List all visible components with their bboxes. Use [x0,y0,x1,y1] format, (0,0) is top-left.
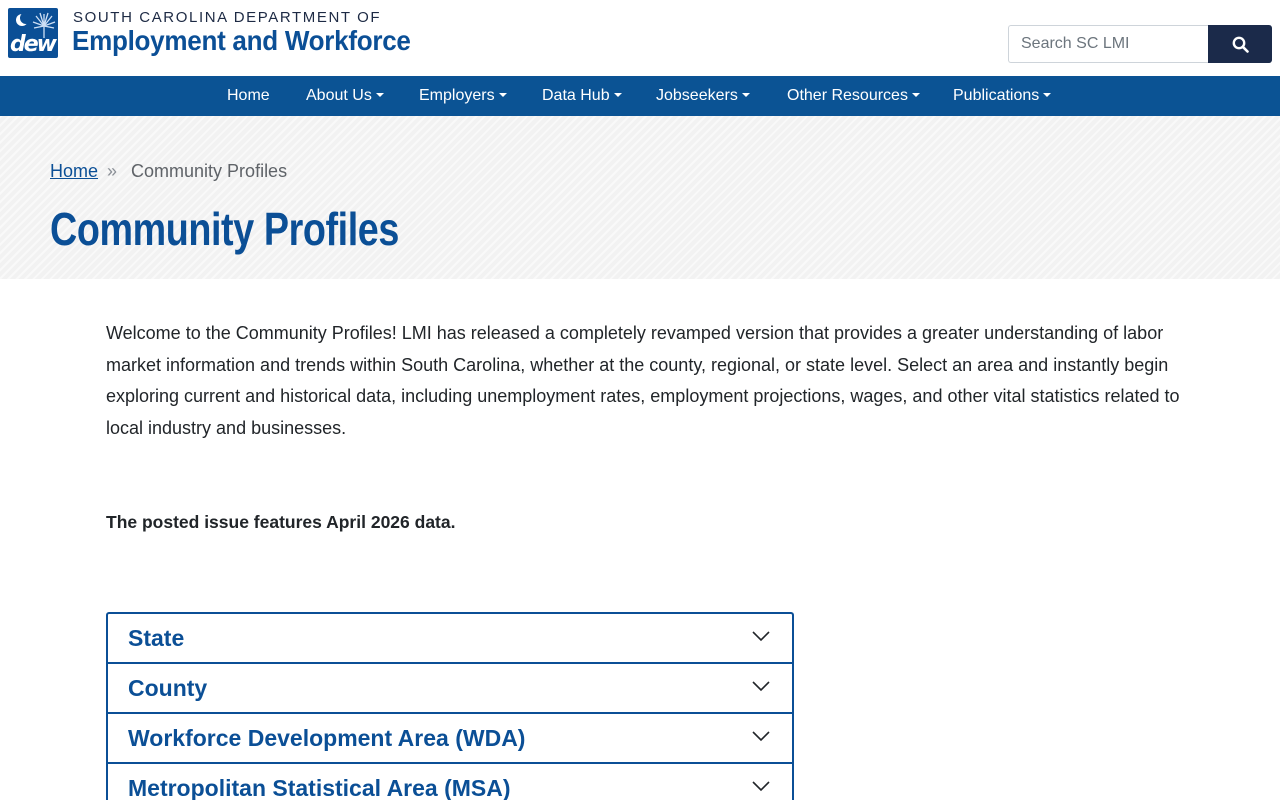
accordion-item-county[interactable] [108,664,792,714]
nav-item-label: Jobseekers [656,87,738,104]
nav-item-other-resources[interactable] [787,76,920,116]
nav-item-label: Home [227,87,270,104]
breadcrumb-current: Community Profiles [131,161,288,181]
caret-down-icon [614,93,622,97]
nav-item-about-us[interactable] [306,76,384,116]
accordion-label: County [128,675,208,701]
nav-item-label: Data Hub [542,87,610,104]
nav-item-employers[interactable] [419,76,507,116]
nav-item-jobseekers[interactable] [656,76,750,116]
breadcrumb-home-link[interactable]: Home [50,161,99,181]
org-subtitle: SOUTH CAROLINA DEPARTMENT OF [73,9,382,26]
data-notice: The posted issue features April 2026 data. [106,512,456,532]
breadcrumb [50,161,287,182]
nav-item-publications[interactable] [953,76,1051,116]
caret-down-icon [912,93,920,97]
chevron-down-icon [752,730,770,742]
search-icon [1232,36,1249,53]
page-banner [0,116,1280,279]
nav-list [0,76,1280,116]
nav-item-label: Employers [419,87,495,104]
moon-icon-cut [20,12,32,24]
logo-text: dew [10,32,55,57]
caret-down-icon [499,93,507,97]
dew-logo [8,8,58,58]
caret-down-icon [742,93,750,97]
nav-item-label: Other Resources [787,87,908,104]
site-header [0,0,1280,76]
accordion-label: State [128,625,185,651]
accordion-label: Workforce Development Area (WDA) [128,725,526,751]
nav-item-data-hub[interactable] [542,76,622,116]
caret-down-icon [376,93,384,97]
chevron-down-icon [752,780,770,792]
intro-paragraph: Welcome to the Community Profiles! LMI has released a completely revamped version that provides a greater understanding of labor market information and trends within South Carolina, whether at the county, regional, or state level. Select an area and instantly begin exploring current and historical data, including unemployment rates, employment projections, wages, and other vital statistics related to local industry and businesses. [106,323,1180,438]
main-nav [0,76,1280,116]
caret-down-icon [1043,93,1051,97]
nav-item-label: Publications [953,87,1040,104]
search-button[interactable] [1208,25,1272,63]
chevron-down-icon [752,630,770,642]
page-title: Community Profiles [50,203,399,255]
org-name[interactable]: Employment and Workforce [72,25,411,56]
accordion-item-state[interactable] [108,614,792,664]
breadcrumb-separator: » [107,161,118,181]
nav-item-home[interactable] [227,76,270,116]
accordion-item-msa[interactable] [108,764,792,800]
area-accordion [106,612,794,800]
chevron-down-icon [752,680,770,692]
search-input[interactable] [1008,25,1209,63]
accordion-label: Metropolitan Statistical Area (MSA) [128,775,511,800]
nav-item-label: About Us [306,87,372,104]
accordion-item-wda[interactable] [108,714,792,764]
